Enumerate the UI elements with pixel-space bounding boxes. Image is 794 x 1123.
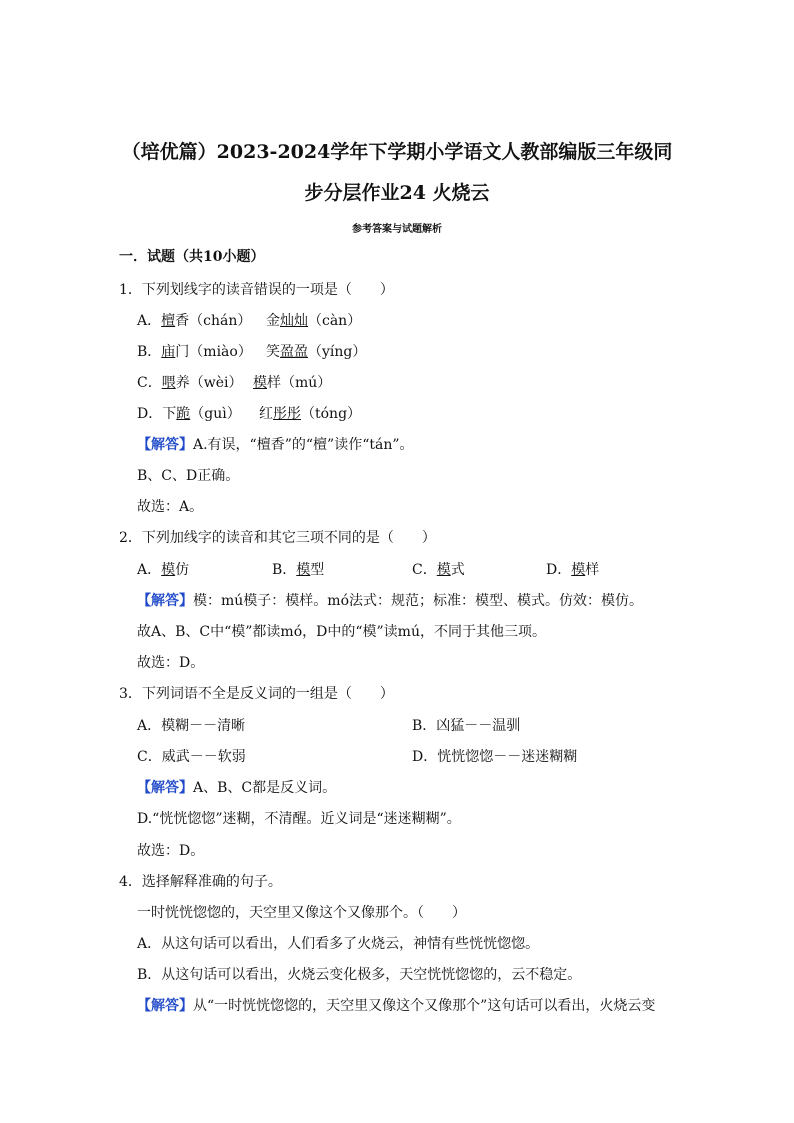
q3-choice: 故选：D。 xyxy=(137,843,205,859)
q1-option-c xyxy=(137,374,242,392)
answer-tag: 【解答】 xyxy=(137,593,193,609)
q1-b2-underlined: 盈盈 xyxy=(280,344,308,360)
q1-b-prefix: B． xyxy=(137,344,162,360)
q3-option-b: B．凶猛－－温驯 xyxy=(412,718,521,734)
q1-b2-suffix: （yíng） xyxy=(308,344,367,360)
q2-c-prefix: C． xyxy=(412,562,437,578)
q1-d-suffix: （guì） xyxy=(190,406,241,422)
q2-d-underlined: 模 xyxy=(571,562,586,578)
q2-option-b xyxy=(272,561,324,579)
q2-a-underlined: 模 xyxy=(161,562,176,578)
q1-a2-suffix: （càn） xyxy=(308,313,362,329)
q1-a2-prefix: 金 xyxy=(266,313,280,329)
q3-option-d: D．恍恍惚惚－－迷迷糊糊 xyxy=(412,749,578,765)
q1-option-a2 xyxy=(266,312,361,330)
q1-a2-underlined: 灿灿 xyxy=(280,313,308,329)
q2-a-prefix: A． xyxy=(137,562,162,578)
q3-option-c: C．威武－－软弱 xyxy=(137,749,246,765)
answer-tag: 【解答】 xyxy=(137,437,193,453)
q3-answer-text: A、B、C都是反义词。 xyxy=(193,780,337,796)
q1-choice: 故选：A。 xyxy=(137,499,204,515)
q1-a-prefix: A． xyxy=(137,313,162,329)
q2-c-underlined: 模 xyxy=(436,562,451,578)
q2-option-c xyxy=(412,561,465,579)
q1-c-underlined: 喂 xyxy=(161,375,176,391)
title-line-2: 步分层作业24 火烧云 xyxy=(304,182,490,204)
q3-answer-2: D.“恍恍惚惚”迷糊，不清醒。近义词是“迷迷糊糊”。 xyxy=(137,811,461,827)
q1-answer xyxy=(137,436,414,454)
q1-d2-suffix: （tóng） xyxy=(301,406,362,422)
subtitle: 参考答案与试题解析 xyxy=(352,224,442,235)
q1-d-prefix: D．下 xyxy=(137,406,177,422)
q1-b-suffix: 门（miào） xyxy=(175,344,252,360)
q1-stem: 1．下列划线字的读音错误的一项是（ ） xyxy=(119,282,394,298)
q1-c2-suffix: 样（mú） xyxy=(267,375,332,391)
q1-a-underlined: 檀 xyxy=(161,313,176,329)
q2-d-suffix: 样 xyxy=(585,562,600,578)
q4-sentence: 一时恍恍惚惚的，天空里又像这个又像那个。（ ） xyxy=(137,905,466,921)
q1-option-d xyxy=(137,405,241,423)
q1-d2-underlined: 彤彤 xyxy=(273,406,301,422)
q2-answer xyxy=(137,592,643,610)
q1-option-b2 xyxy=(266,343,366,361)
q2-b-prefix: B． xyxy=(272,562,297,578)
section-heading: 一．试题（共10小题） xyxy=(119,249,265,265)
q1-c2-underlined: 模 xyxy=(253,375,267,391)
q1-option-d2 xyxy=(259,405,361,423)
q1-answer-text: A.有误，“檀香”的“檀”读作“tán”。 xyxy=(193,437,414,453)
q1-b2-prefix: 笑 xyxy=(266,344,280,360)
q4-answer-text: 从“一时恍恍惚惚的，天空里又像这个又像那个”这句话可以看出，火烧云变 xyxy=(193,998,656,1014)
q2-answer-2: 故A、B、C中“模”都读mó，D中的“模”读mú，不同于其他三项。 xyxy=(137,624,546,640)
q4-option-b: B．从这句话可以看出，火烧云变化极多，天空恍恍惚惚的，云不稳定。 xyxy=(137,967,582,983)
q2-stem: 2．下列加线字的读音和其它三项不同的是（ ） xyxy=(119,530,436,546)
q1-a-suffix: 香（chán） xyxy=(175,313,252,329)
q2-c-suffix: 式 xyxy=(450,562,465,578)
q1-option-a xyxy=(137,312,251,330)
q2-a-suffix: 仿 xyxy=(175,562,190,578)
q3-stem: 3．下列词语不全是反义词的一组是（ ） xyxy=(119,686,394,702)
q4-answer xyxy=(137,997,655,1015)
answer-tag: 【解答】 xyxy=(137,780,193,796)
q4-stem: 4．选择解释准确的句子。 xyxy=(119,874,282,890)
q2-answer-text: 模：mú模子：模样。mó法式：规范；标准：模型、模式。仿效：模仿。 xyxy=(193,593,643,609)
q2-b-underlined: 模 xyxy=(296,562,311,578)
q3-answer xyxy=(137,779,336,797)
q2-d-prefix: D． xyxy=(546,562,572,578)
q2-choice: 故选：D。 xyxy=(137,655,205,671)
title-line-1: （培优篇）2023-2024学年下学期小学语文人教部编版三年级同 xyxy=(121,141,673,163)
q1-option-b xyxy=(137,343,252,361)
q1-d-underlined: 跪 xyxy=(176,406,191,422)
q2-option-a xyxy=(137,561,189,579)
q2-option-d xyxy=(546,561,599,579)
q4-option-a: A．从这句话可以看出，人们看多了火烧云，神情有些恍恍惚惚。 xyxy=(137,936,540,952)
q3-option-a: A．模糊－－清晰 xyxy=(137,718,246,734)
q1-d2-prefix: 红 xyxy=(259,406,273,422)
q2-b-suffix: 型 xyxy=(310,562,325,578)
answer-tag: 【解答】 xyxy=(137,998,193,1014)
q1-answer-2: B、C、D正确。 xyxy=(137,468,240,484)
q1-b-underlined: 庙 xyxy=(161,344,176,360)
q1-option-c2 xyxy=(253,374,331,392)
q1-c-suffix: 养（wèi） xyxy=(175,375,243,391)
q1-c-prefix: C． xyxy=(137,375,162,391)
